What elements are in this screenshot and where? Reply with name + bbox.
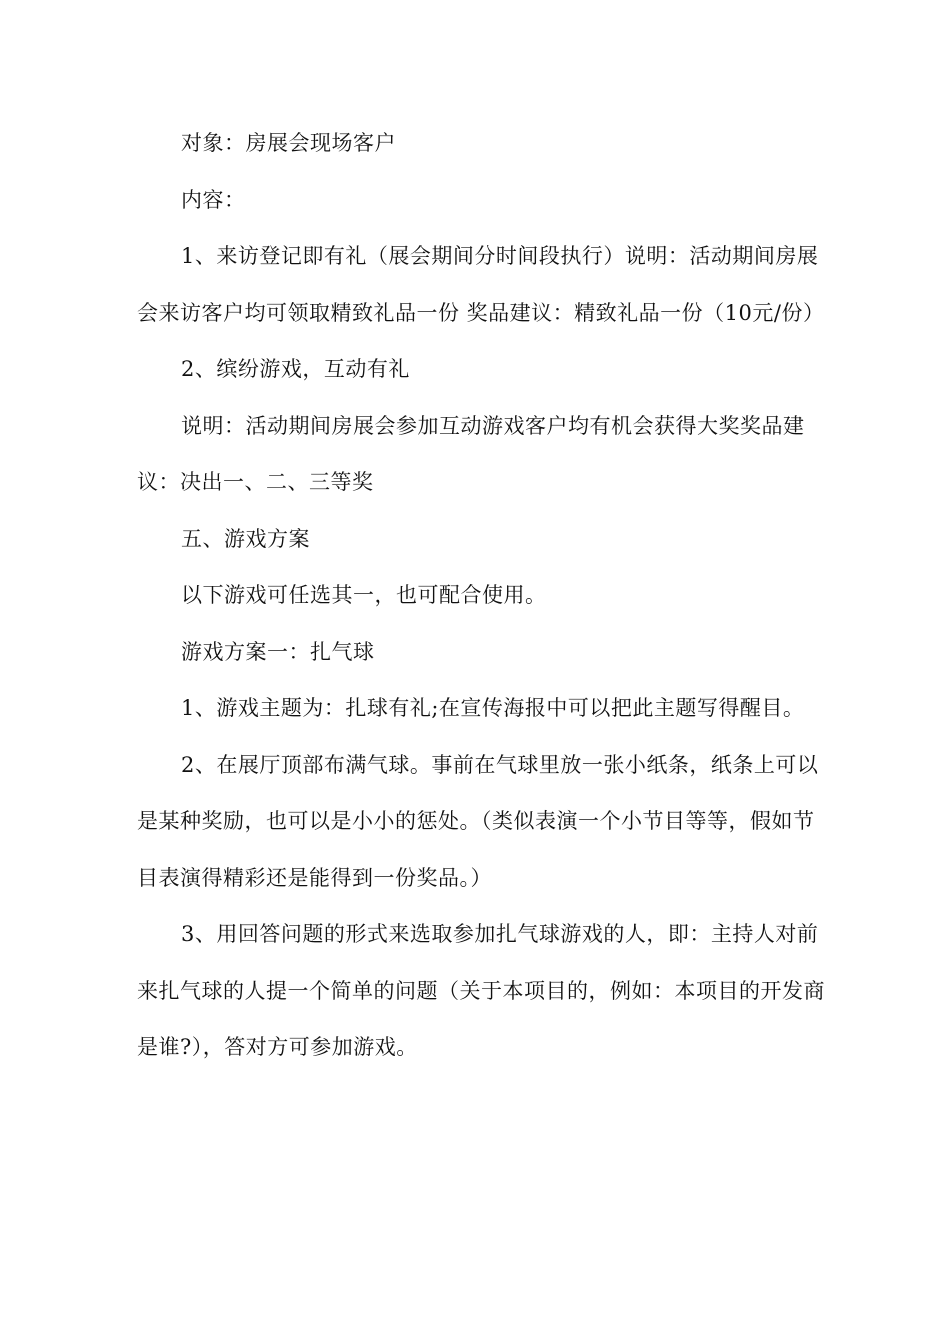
- paragraph-game-step-1: 1、游戏主题为：扎球有礼;在宣传海报中可以把此主题写得醒目。: [181, 696, 805, 720]
- subheading-game-plan-one: 游戏方案一：扎气球: [181, 639, 375, 664]
- section-heading-game-plan: 五、游戏方案: [181, 526, 310, 551]
- paragraph-games-description: 说明：活动期间房展会参加互动游戏客户均有机会获得大奖奖品建议：决出一、二、三等奖: [137, 413, 805, 494]
- paragraph-content-heading: 内容：: [181, 187, 246, 212]
- paragraph-game-step-3: 3、用回答问题的形式来选取参加扎气球游戏的人，即：主持人对前来扎气球的人提一个简单的问题（关于本项目的，例如：本项目的开发商是谁?），答对方可参加游戏。: [137, 922, 825, 1059]
- paragraph-game-options: 以下游戏可任选其一，也可配合使用。: [181, 583, 547, 607]
- paragraph-item-1-registration-gift: 1、来访登记即有礼（展会期间分时间段执行）说明：活动期间房展会来访客户均可领取精致礼品一份 奖品建议：精致礼品一份（10元/份）: [137, 244, 825, 325]
- document-body: [137, 115, 827, 1076]
- paragraph-item-2-games: 2、缤纷游戏，互动有礼: [181, 357, 410, 381]
- paragraph-audience: 对象：房展会现场客户: [181, 131, 396, 155]
- paragraph-game-step-2: 2、在展厅顶部布满气球。事前在气球里放一张小纸条，纸条上可以是某种奖励，也可以是小小的惩处。（类似表演一个小节目等等，假如节目表演得精彩还是能得到一份奖品。）: [137, 752, 819, 890]
